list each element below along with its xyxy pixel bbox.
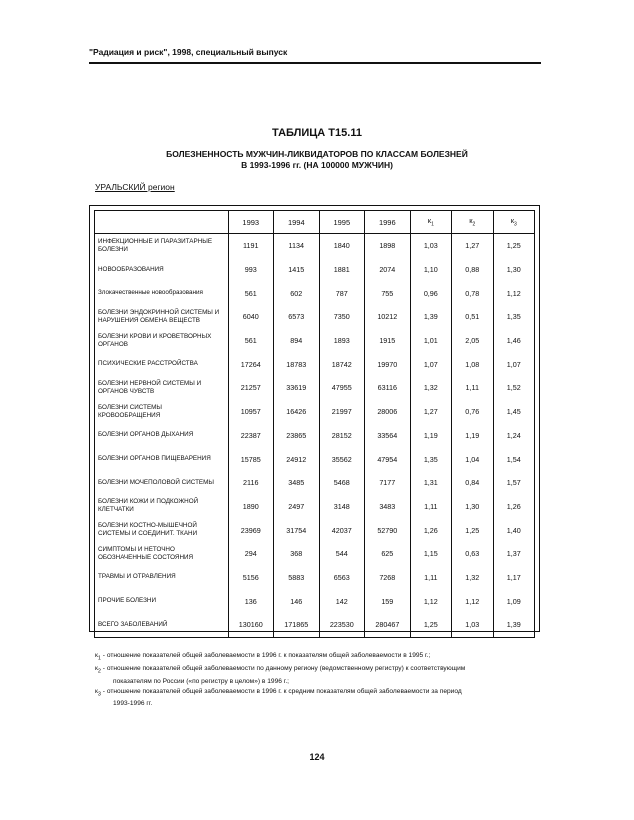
footnote-k1 [95,651,545,663]
k3-letter: к [510,216,514,226]
cell-k1: 1,07 [410,352,451,376]
cell-v1995: 18742 [319,352,365,376]
row-label: ТРАВМЫ И ОТРАВЛЕНИЯ [95,566,229,590]
cell-v1993: 993 [228,258,274,282]
cell-v1994: 3485 [274,471,320,495]
cell-k1: 1,15 [410,542,451,566]
cell-k1: 1,27 [410,400,451,424]
k3-sub: 3 [514,221,517,228]
cell-k3: 1,26 [493,495,534,519]
footnote-k3-letter: к [95,687,98,695]
header-k1 [410,211,451,234]
cell-v1994: 146 [274,589,320,613]
cell-v1994: 1415 [274,258,320,282]
cell-k3: 1,25 [493,234,534,258]
k2-sub: 2 [472,221,476,228]
row-label: СИМПТОМЫ И НЕТОЧНО ОБОЗНАЧЕННЫЕ СОСТОЯНИЯ [95,542,229,566]
cell-v1994: 368 [274,542,320,566]
cell-v1994: 5883 [274,566,320,590]
cell-k1: 1,11 [410,495,451,519]
footnote-k2-sub: 2 [97,668,101,675]
cell-k3: 1,54 [493,447,534,471]
cell-k1: 1,25 [410,613,451,637]
table-row [95,447,535,471]
table-row [95,613,535,637]
cell-k3: 1,24 [493,424,534,448]
cell-v1994: 1134 [274,234,320,258]
cell-k1: 0,96 [410,281,451,305]
cell-k2: 2,05 [452,329,493,353]
footnote-k2-text-cont: показателям по России («по регистру в целом») в 1996 г.; [113,677,290,685]
cell-k2: 1,12 [452,589,493,613]
cell-v1996: 2074 [365,258,411,282]
cell-k1: 1,03 [410,234,451,258]
header-blank [95,211,229,234]
cell-k3: 1,46 [493,329,534,353]
cell-k2: 0,76 [452,400,493,424]
cell-k2: 0,78 [452,281,493,305]
cell-k2: 1,25 [452,518,493,542]
cell-v1993: 6040 [228,305,274,329]
cell-v1996: 52790 [365,518,411,542]
cell-v1996: 625 [365,542,411,566]
cell-v1996: 3483 [365,495,411,519]
cell-v1993: 15785 [228,447,274,471]
table-row [95,352,535,376]
cell-v1996: 280467 [365,613,411,637]
cell-v1995: 47955 [319,376,365,400]
footnote-k3-sub: 3 [97,690,101,697]
cell-v1993: 130160 [228,613,274,637]
cell-k2: 1,08 [452,352,493,376]
header-1994: 1994 [274,211,320,234]
k2-letter: к [469,216,473,226]
table-row [95,329,535,353]
cell-k3: 1,35 [493,305,534,329]
cell-v1996: 7177 [365,471,411,495]
cell-v1993: 294 [228,542,274,566]
running-header: "Радиация и риск", 1998, специальный выпуск [89,47,288,57]
cell-k2: 1,04 [452,447,493,471]
cell-k1: 1,12 [410,589,451,613]
cell-k1: 1,32 [410,376,451,400]
cell-k3: 1,30 [493,258,534,282]
cell-v1995: 6563 [319,566,365,590]
k1-sub: 1 [431,221,434,228]
table-row [95,471,535,495]
region-label: УРАЛЬСКИЙ регион [95,182,175,192]
page-number: 124 [309,752,325,762]
cell-v1993: 2116 [228,471,274,495]
cell-v1995: 21997 [319,400,365,424]
cell-v1996: 19970 [365,352,411,376]
table-row [95,518,535,542]
footnotes [95,651,545,709]
footnote-k2 [95,664,545,685]
cell-k3: 1,17 [493,566,534,590]
cell-v1995: 1893 [319,329,365,353]
cell-v1995: 35562 [319,447,365,471]
cell-v1995: 1840 [319,234,365,258]
cell-v1996: 47954 [365,447,411,471]
cell-v1996: 28006 [365,400,411,424]
cell-v1993: 23969 [228,518,274,542]
morbidity-table [94,210,535,638]
cell-v1993: 10957 [228,400,274,424]
cell-v1993: 17264 [228,352,274,376]
cell-v1993: 5156 [228,566,274,590]
row-label: БОЛЕЗНИ МОЧЕПОЛОВОЙ СИСТЕМЫ [95,471,229,495]
cell-v1996: 33564 [365,424,411,448]
cell-v1994: 23865 [274,424,320,448]
table-row [95,495,535,519]
cell-v1994: 171865 [274,613,320,637]
row-label: БОЛЕЗНИ ЭНДОКРИННОЙ СИСТЕМЫ И НАРУШЕНИЯ ОБМЕНА ВЕЩЕСТВ [95,305,229,329]
cell-v1996: 755 [365,281,411,305]
cell-k1: 1,10 [410,258,451,282]
row-label: ПРОЧИЕ БОЛЕЗНИ [95,589,229,613]
cell-v1995: 1881 [319,258,365,282]
cell-k2: 1,30 [452,495,493,519]
cell-k1: 1,31 [410,471,451,495]
table-row [95,305,535,329]
footnote-k1-sub: 1 [97,655,101,662]
table-row [95,376,535,400]
row-label: НОВООБРАЗОВАНИЯ [95,258,229,282]
cell-k3: 1,12 [493,281,534,305]
header-1995: 1995 [319,211,365,234]
cell-v1994: 894 [274,329,320,353]
row-label: БОЛЕЗНИ ОРГАНОВ ПИЩЕВАРЕНИЯ [95,447,229,471]
header-rule [89,62,541,64]
cell-k3: 1,57 [493,471,534,495]
cell-k1: 1,01 [410,329,451,353]
cell-k2: 1,03 [452,613,493,637]
cell-v1996: 159 [365,589,411,613]
row-label: БОЛЕЗНИ КОСТНО-МЫШЕЧНОЙ СИСТЕМЫ И СОЕДИНИТ. ТКАНИ [95,518,229,542]
cell-k2: 1,32 [452,566,493,590]
cell-v1995: 28152 [319,424,365,448]
cell-k3: 1,40 [493,518,534,542]
table-row [95,281,535,305]
table-row [95,234,535,258]
cell-v1995: 787 [319,281,365,305]
table-header-row [95,211,535,234]
footnote-k1-letter: к [95,652,98,659]
header-k3 [493,211,534,234]
cell-k2: 0,88 [452,258,493,282]
subtitle-line-1: БОЛЕЗНЕННОСТЬ МУЖЧИН-ЛИКВИДАТОРОВ ПО КЛАССАМ БОЛЕЗНЕЙ [166,149,468,159]
footnote-k3-text-cont: 1993-1996 гг. [113,699,153,707]
cell-v1993: 561 [228,329,274,353]
cell-k2: 1,19 [452,424,493,448]
cell-k1: 1,19 [410,424,451,448]
cell-v1996: 1898 [365,234,411,258]
footnote-k3-text: - отношение показателей общей заболеваемости в 1996 г. к средним показателям общей заболеваемости за период [100,687,462,695]
footnote-k2-letter: к [95,665,98,673]
footnote-k2-text: - отношение показателей общей заболеваемости по данному региону (ведомственному регистру) к соответствующим [100,665,466,673]
cell-v1996: 10212 [365,305,411,329]
row-label: ПСИХИЧЕСКИЕ РАССТРОЙСТВА [95,352,229,376]
row-label: БОЛЕЗНИ ОРГАНОВ ДЫХАНИЯ [95,424,229,448]
cell-v1995: 544 [319,542,365,566]
cell-k1: 1,26 [410,518,451,542]
cell-v1994: 602 [274,281,320,305]
cell-k2: 0,63 [452,542,493,566]
row-label: БОЛЕЗНИ НЕРВНОЙ СИСТЕМЫ И ОРГАНОВ ЧУВСТВ [95,376,229,400]
cell-k1: 1,35 [410,447,451,471]
cell-v1994: 31754 [274,518,320,542]
footnote-k3 [95,687,545,708]
row-label: Злокачественные новообразования [95,281,229,305]
cell-v1993: 22387 [228,424,274,448]
table-row [95,424,535,448]
cell-k3: 1,37 [493,542,534,566]
cell-v1993: 1191 [228,234,274,258]
cell-v1994: 24912 [274,447,320,471]
cell-k3: 1,09 [493,589,534,613]
cell-v1995: 223530 [319,613,365,637]
header-1993: 1993 [228,211,274,234]
cell-k1: 1,11 [410,566,451,590]
cell-v1994: 2497 [274,495,320,519]
row-label: БОЛЕЗНИ СИСТЕМЫ КРОВООБРАЩЕНИЯ [95,400,229,424]
cell-k2: 0,84 [452,471,493,495]
table-subtitle [0,149,634,171]
table-row [95,542,535,566]
cell-v1995: 3148 [319,495,365,519]
footnote-k1-text: - отношение показателей общей заболеваемости в 1996 г. к показателям общей заболеваемости в 1995 г.; [100,652,431,659]
table-row [95,258,535,282]
table-body [95,234,535,638]
k1-letter: к [427,216,432,226]
subtitle-line-2: В 1993-1996 гг. (НА 100000 МУЖЧИН) [241,160,393,170]
row-label: БОЛЕЗНИ КОЖИ И ПОДКОЖНОЙ КЛЕТЧАТКИ [95,495,229,519]
cell-k2: 0,51 [452,305,493,329]
cell-v1995: 7350 [319,305,365,329]
row-label: БОЛЕЗНИ КРОВИ И КРОВЕТВОРНЫХ ОРГАНОВ [95,329,229,353]
row-label: ИНФЕКЦИОННЫЕ И ПАРАЗИТАРНЫЕ БОЛЕЗНИ [95,234,229,258]
cell-k3: 1,52 [493,376,534,400]
cell-v1993: 21257 [228,376,274,400]
header-1996: 1996 [365,211,411,234]
cell-v1996: 1915 [365,329,411,353]
cell-v1994: 33619 [274,376,320,400]
cell-k3: 1,45 [493,400,534,424]
cell-v1995: 42037 [319,518,365,542]
cell-v1995: 142 [319,589,365,613]
cell-v1996: 63116 [365,376,411,400]
cell-v1995: 5468 [319,471,365,495]
cell-v1994: 18783 [274,352,320,376]
row-label: ВСЕГО ЗАБОЛЕВАНИЙ [95,613,229,637]
cell-k3: 1,39 [493,613,534,637]
table-row [95,589,535,613]
cell-k1: 1,39 [410,305,451,329]
cell-v1993: 136 [228,589,274,613]
cell-v1994: 6573 [274,305,320,329]
cell-k2: 1,11 [452,376,493,400]
cell-v1996: 7268 [365,566,411,590]
table-title: ТАБЛИЦА Т15.11 [272,127,362,139]
cell-v1993: 561 [228,281,274,305]
table-row [95,566,535,590]
cell-v1994: 16426 [274,400,320,424]
table-row [95,400,535,424]
cell-v1993: 1890 [228,495,274,519]
cell-k2: 1,27 [452,234,493,258]
cell-k3: 1,07 [493,352,534,376]
header-k2 [452,211,493,234]
